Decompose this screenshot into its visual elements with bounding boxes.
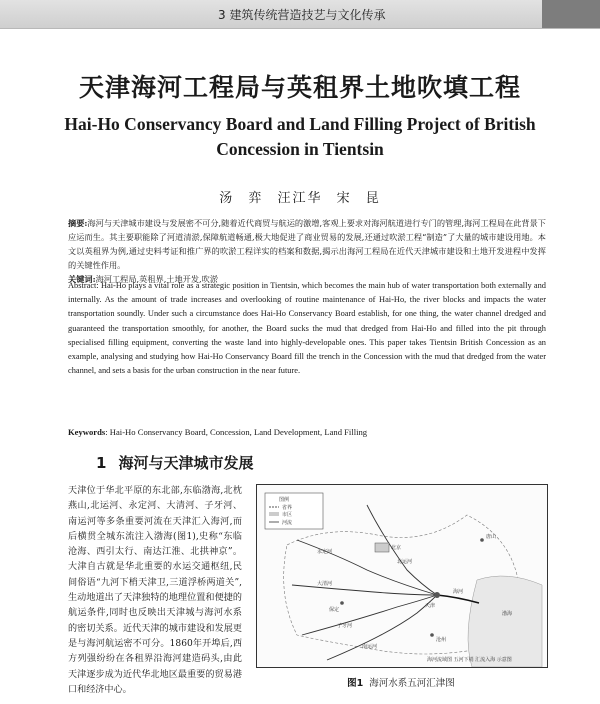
river-ziya — [302, 595, 437, 635]
keywords-label: 关键词: — [68, 273, 96, 284]
legend-swatch-city — [269, 512, 279, 516]
tangshan-marker — [480, 538, 484, 542]
label-daqing: 大清河 — [317, 581, 333, 587]
keywords-en-label: Keywords — [68, 427, 106, 437]
map-footer: 海河流域图 五河下梢 汇流入海 示意图 — [427, 657, 512, 663]
title-chinese: 天津海河工程局与英租界土地吹填工程 — [78, 73, 521, 102]
river-daqing — [292, 585, 437, 595]
label-bohai: 渤海 — [502, 611, 513, 617]
legend-item-border: 省界 — [282, 505, 293, 511]
abstract-en-label: Abstract — [68, 281, 97, 290]
abstract-chinese — [68, 217, 546, 287]
label-cangzhou: 沧州 — [436, 637, 447, 643]
chapter-header: 3 建筑传统营造技艺与文化传承 — [218, 8, 386, 22]
tianjin-marker — [434, 592, 440, 598]
section-title-text: 海河与天津城市发展 — [118, 454, 254, 472]
label-baoding: 保定 — [329, 607, 340, 613]
header-corner-block — [542, 0, 600, 28]
cangzhou-marker — [430, 633, 434, 637]
authors: 汤 弈 汪江华 宋 昆 — [219, 191, 381, 206]
label-yongding: 永定河 — [317, 549, 333, 555]
figure-map — [256, 484, 548, 668]
title-english: Hai-Ho Conservancy Board and Land Filling Project of British Concession in Tientsin — [64, 114, 536, 159]
label-tianjin: 天津 — [425, 603, 436, 609]
running-header — [0, 0, 600, 29]
abstract-en-text: : Hai-Ho plays a vital role as a strategic position in Tientsin, which becomes the main hub of water transportation both externally and internally. As the amount of trade increases and overlooking of routine maintenance of Hai-Ho, the river blocks and impacts the water transportation soundly. Under such a circumstance does Hai-Ho Conservancy Board establish, for one thing, the water channel dredged and guaranteed the transportation smoothly, for another, the Board sucks the mud that dredged from Hai-Ho and filled into the pit through specialised filling equipment, converting the waste land into highly-developable ones. This paper takes Tientsin British Concession as an example, analysing and studying how Hai-Ho Conservancy Board fill the trench in the Concession with the mud that dredged from the water channel, and sets a basis for the urban construction in the near future. — [68, 281, 546, 376]
label-haihe: 海河 — [453, 589, 464, 595]
keywords-en-text: : Hai-Ho Conservancy Board, Concession, Land Development, Land Filling — [105, 427, 368, 437]
label-tangshan: 唐山 — [486, 534, 497, 540]
abstract-text: 海河与天津城市建设与发展密不可分,随着近代商贸与航运的激增,客观上要求对海河航道进行专门的管理,海河工程局在此背景下应运而生。其主要职能除了河道清淤,保障航道畅通,极大地促进了商业贸易的发展,还通过吹淤工程“制造”了大量的城市建设用地。本文以英租界为例,通过史料考证和推广界的吹淤工程详实的档案和数据,揭示出海河工程局在近代天津城市建设和土地开发进程中发挥的关键性作用。 — [68, 218, 546, 270]
figure-caption-text: 海河水系五河汇津图 — [369, 678, 455, 689]
keywords-english — [68, 427, 546, 437]
beijing-marker — [375, 543, 389, 552]
figure-number: 图1 — [347, 678, 364, 689]
figure-caption — [256, 675, 546, 689]
map-legend-box — [265, 493, 323, 529]
river-map — [257, 485, 547, 667]
legend-title: 图例 — [279, 497, 290, 503]
label-nanyun: 南运河 — [362, 644, 378, 650]
bohai-sea — [468, 576, 542, 667]
keywords-text: 海河工程局,英租界,土地开发,吹淤 — [95, 273, 219, 284]
body-paragraph: 天津位于华北平原的东北部,东临渤海,北枕燕山,北运河、永定河、大清河、子牙河、南运河等多条重要河流在天津汇入海河,而后横贯全城东流注入渤海(图1),史称“东临沧海、西引太行、南达江淮、北拱神京”。大津自古就是华北重要的水运交通枢纽,民间俗语“九河下梢天津卫,三道浮桥两道关”,生动地道出了天津独特的地理位置和便捷的航运条件,同时也反映出天津城与海河水系的密切关系。近代天津的城市建设和发展更是与海河航运密不可分。1860年开埠后,西方列强纷纷在各租界沿海河建造码头,由此天津逐步成为近代华北地区最重要的贸易港口和经济中心。 — [68, 486, 242, 695]
baoding-marker — [340, 601, 344, 605]
label-beijing: 北京 — [391, 545, 402, 551]
legend-item-city: 市区 — [282, 512, 293, 518]
legend-item-river: 河流 — [282, 520, 293, 526]
abstract-english — [68, 279, 546, 378]
section-number: 1 — [96, 454, 107, 472]
label-beiyun: 北运河 — [397, 559, 413, 565]
section-heading — [96, 452, 253, 473]
abstract-label: 摘要: — [68, 218, 88, 228]
label-ziya: 子牙河 — [337, 623, 353, 629]
